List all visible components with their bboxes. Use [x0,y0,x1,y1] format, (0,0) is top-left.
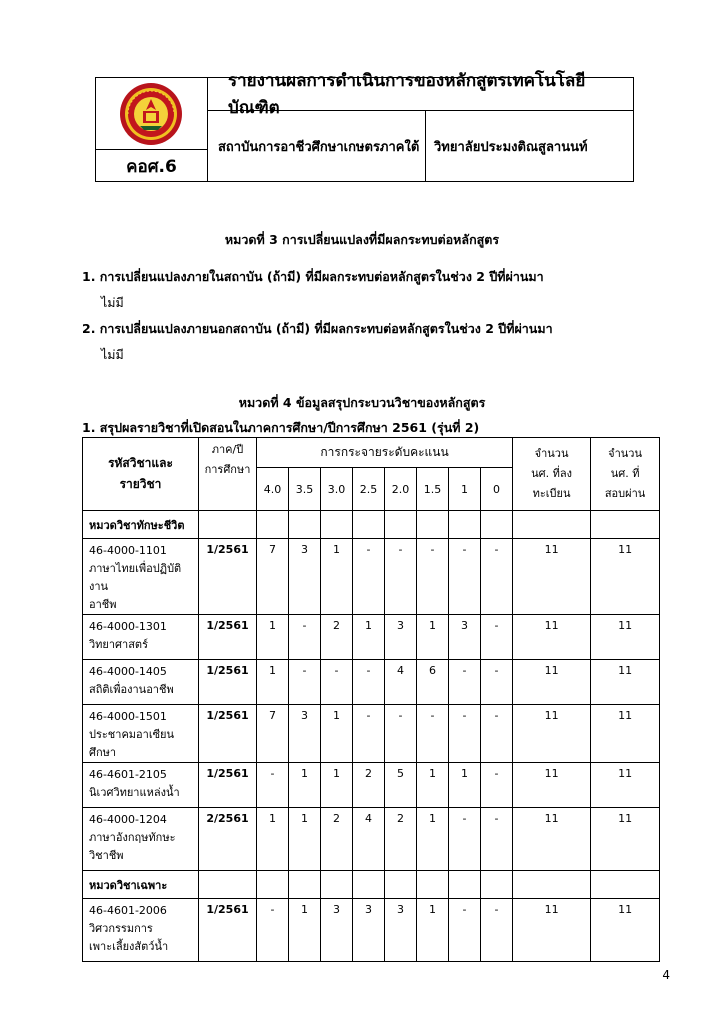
course-name-line: เพาะเลี้ยงสัตว์น้ำ [89,940,169,953]
grade-count-cell: - [417,539,449,615]
grade-count-cell: 1 [257,660,289,705]
grade-header: 1 [449,468,481,511]
course-name-line: ภาษาไทยเพื่อปฏิบัติงาน [89,562,182,593]
grade-count-cell: 1 [321,705,353,763]
grade-count-cell: - [449,899,481,962]
col-header-passed-line1: จำนวน [608,447,642,460]
grade-count-cell: - [449,660,481,705]
report-header [95,71,634,182]
grade-count-cell: 1 [417,808,449,871]
col-header-registered [513,438,591,511]
passed-cell: 11 [591,808,660,871]
grade-count-cell: - [481,808,513,871]
empty-cell [591,871,660,899]
grade-count-cell: - [353,660,385,705]
grade-count-cell: 1 [353,615,385,660]
course-name-line: ประชาคมอาเซียนศึกษา [89,728,175,759]
course-code: 46-4601-2006 [89,904,167,917]
empty-cell [481,871,513,899]
grade-count-cell: 7 [257,539,289,615]
course-cell [83,763,199,808]
grade-count-cell: - [353,539,385,615]
grade-header: 3.0 [321,468,353,511]
empty-cell [513,511,591,539]
grade-count-cell: 3 [385,899,417,962]
course-name-line: วิทยาศาสตร์ [89,638,148,651]
grade-count-cell: 2 [321,615,353,660]
table-row [83,808,660,871]
empty-cell [199,871,257,899]
section3-item2-answer: ไม่มี [101,347,124,362]
empty-cell [199,511,257,539]
grade-count-cell: 1 [289,808,321,871]
empty-cell [353,511,385,539]
col-header-passed [591,438,660,511]
course-cell [83,660,199,705]
grade-count-cell: - [385,705,417,763]
table-row [83,763,660,808]
course-name-line: สถิติเพื่องานอาชีพ [89,683,174,696]
col-header-course-line1: รหัสวิชาและ [108,456,173,470]
section3-item2: 2. การเปลี่ยนแปลงภายนอกสถาบัน (ถ้ามี) ที่มีผลกระทบต่อหลักสูตรในช่วง 2 ปีที่ผ่านมา [82,321,553,336]
grade-count-cell: - [289,615,321,660]
registered-cell: 11 [513,808,591,871]
form-code: คอศ.6 [96,150,208,182]
col-header-registered-line1: จำนวน [534,447,569,460]
institute-name: สถาบันการอาชีวศึกษาเกษตรภาคใต้ [208,111,426,181]
grade-count-cell: - [321,660,353,705]
grade-header: 0 [481,468,513,511]
col-header-distribution: การกระจายระดับคะแนน [257,438,513,468]
registered-cell: 11 [513,615,591,660]
report-title: รายงานผลการดำเนินการของหลักสูตรเทคโนโลยีบัณฑิต [208,78,633,111]
course-cell [83,808,199,871]
grade-count-cell: - [289,660,321,705]
term-cell: 1/2561 [199,539,257,615]
course-code: 46-4000-1405 [89,665,167,678]
grade-count-cell: 7 [257,705,289,763]
grade-count-cell: 2 [321,808,353,871]
course-code: 46-4601-2105 [89,768,167,781]
col-header-term [199,438,257,511]
grade-count-cell: 3 [289,539,321,615]
grade-count-cell: - [481,899,513,962]
passed-cell: 11 [591,763,660,808]
logo-cell [96,78,208,150]
course-code: 46-4000-1501 [89,710,167,723]
passed-cell: 11 [591,660,660,705]
course-cell [83,539,199,615]
grade-count-cell: - [257,899,289,962]
grade-count-cell: 1 [257,808,289,871]
passed-cell: 11 [591,539,660,615]
empty-cell [257,871,289,899]
section4-item1: 1. สรุปผลรายวิชาที่เปิดสอนในภาคการศึกษา/ปีการศึกษา 2561 (รุ่นที่ 2) [82,420,480,435]
empty-cell [417,871,449,899]
grade-count-cell: 1 [417,763,449,808]
registered-cell: 11 [513,660,591,705]
empty-cell [513,871,591,899]
grade-count-cell: 1 [417,899,449,962]
section3-item1: 1. การเปลี่ยนแปลงภายในสถาบัน (ถ้ามี) ที่มีผลกระทบต่อหลักสูตรในช่วง 2 ปีที่ผ่านมา [82,269,544,284]
registered-cell: 11 [513,899,591,962]
grade-count-cell: - [481,763,513,808]
grade-count-cell: 3 [449,615,481,660]
registered-cell: 11 [513,705,591,763]
grade-count-cell: 3 [353,899,385,962]
term-cell: 1/2561 [199,705,257,763]
grade-count-cell: 4 [385,660,417,705]
empty-cell [385,511,417,539]
course-code: 46-4000-1101 [89,544,167,557]
table-row [83,539,660,615]
col-header-term-line1: ภาค/ปี [211,443,244,456]
empty-cell [321,871,353,899]
course-cell [83,899,199,962]
empty-cell [385,871,417,899]
grade-count-cell: 1 [289,899,321,962]
passed-cell: 11 [591,705,660,763]
category-row [83,871,660,899]
category-label: หมวดวิชาทักษะชีวิต [83,511,199,539]
course-code: 46-4000-1204 [89,813,167,826]
section3-item1-answer: ไม่มี [101,295,124,310]
grade-count-cell: 1 [449,763,481,808]
grade-header: 3.5 [289,468,321,511]
grade-count-cell: - [449,705,481,763]
table-row [83,660,660,705]
grade-count-cell: 2 [353,763,385,808]
course-name-line: ภาษาอังกฤษทักษะ [89,831,176,844]
empty-cell [289,511,321,539]
grade-count-cell: - [481,660,513,705]
empty-cell [481,511,513,539]
grade-count-cell: - [481,539,513,615]
course-name-line: อาชีพ [89,598,117,611]
college-name: วิทยาลัยประมงติณสูลานนท์ [434,139,588,155]
term-cell: 1/2561 [199,763,257,808]
course-grades-table [82,437,660,962]
grade-header: 1.5 [417,468,449,511]
grade-count-cell: 5 [385,763,417,808]
grade-count-cell: 3 [321,899,353,962]
col-header-registered-line2: นศ. ที่ลง [531,467,572,480]
term-cell: 1/2561 [199,615,257,660]
empty-cell [449,871,481,899]
col-header-term-line2: การศึกษา [204,463,251,476]
grade-count-cell: 1 [289,763,321,808]
grade-count-cell: - [449,539,481,615]
registered-cell: 11 [513,763,591,808]
course-code: 46-4000-1301 [89,620,167,633]
col-header-passed-line3: สอบผ่าน [604,487,646,500]
empty-cell [353,871,385,899]
empty-cell [321,511,353,539]
category-label: หมวดวิชาเฉพาะ [83,871,199,899]
empty-cell [417,511,449,539]
table-row [83,705,660,763]
grade-count-cell: 6 [417,660,449,705]
grade-count-cell: - [385,539,417,615]
grade-count-cell: 1 [257,615,289,660]
grade-header: 2.0 [385,468,417,511]
grade-count-cell: - [417,705,449,763]
term-cell: 1/2561 [199,899,257,962]
category-row [83,511,660,539]
term-cell: 2/2561 [199,808,257,871]
course-cell [83,705,199,763]
passed-cell: 11 [591,899,660,962]
col-header-registered-line3: ทะเบียน [532,487,571,500]
passed-cell: 11 [591,615,660,660]
empty-cell [591,511,660,539]
section3-title: หมวดที่ 3 การเปลี่ยนแปลงที่มีผลกระทบต่อหลักสูตร [224,232,500,247]
table-row [83,615,660,660]
section4-title: หมวดที่ 4 ข้อมูลสรุปกระบวนวิชาของหลักสูตร [238,395,486,410]
empty-cell [449,511,481,539]
registered-cell: 11 [513,539,591,615]
course-name-line: วิศวกรรมการ [89,922,153,935]
college-seal-logo [118,82,184,146]
grade-count-cell: - [353,705,385,763]
grade-count-cell: 3 [289,705,321,763]
grade-count-cell: 3 [385,615,417,660]
course-name-line: วิชาชีพ [89,849,124,862]
grade-count-cell: - [481,705,513,763]
grade-count-cell: - [481,615,513,660]
grade-count-cell: 2 [385,808,417,871]
table-row [83,899,660,962]
grade-header: 2.5 [353,468,385,511]
grade-header: 4.0 [257,468,289,511]
page-number: 4 [662,968,670,982]
grade-count-cell: 1 [321,539,353,615]
grade-count-cell: 4 [353,808,385,871]
course-name-line: นิเวศวิทยาแหล่งน้ำ [89,786,180,799]
grade-count-cell: 1 [321,763,353,808]
term-cell: 1/2561 [199,660,257,705]
empty-cell [257,511,289,539]
empty-cell [289,871,321,899]
col-header-course-line2: รายวิชา [119,477,162,491]
course-cell [83,615,199,660]
grade-count-cell: 1 [417,615,449,660]
col-header-course [83,438,199,511]
grade-count-cell: - [449,808,481,871]
grade-count-cell: - [257,763,289,808]
col-header-passed-line2: นศ. ที่ [610,467,640,480]
